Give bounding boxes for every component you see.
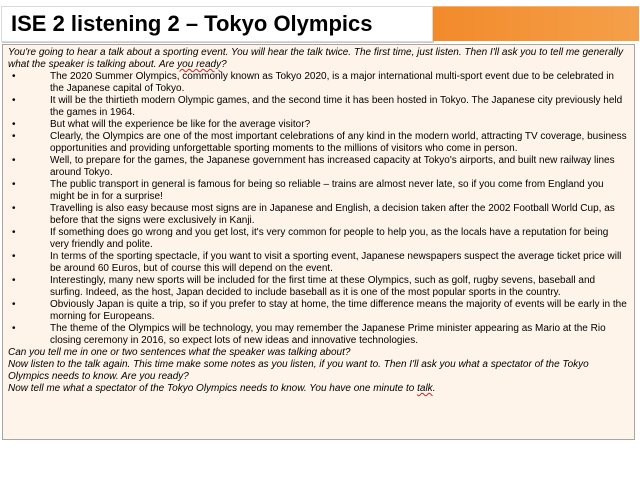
bullet-text: Obviously Japan is quite a trip, so if you prefer to stay at home, the time difference means the majority of events will be early in the morning for Europeans. bbox=[50, 299, 627, 322]
list-item bbox=[8, 131, 630, 155]
list-item bbox=[8, 203, 630, 227]
bullet-icon: • bbox=[12, 179, 16, 190]
bullet-text: Travelling is also easy because most signs are in Japanese and English, a decision taken after the 2002 Football World Cup, as before that the signs were exclusively in Kanji. bbox=[50, 203, 615, 226]
bullet-icon: • bbox=[12, 227, 16, 238]
bullet-text: But what will the experience be like for the average visitor? bbox=[50, 119, 311, 130]
bullet-text: It will be the thirtieth modern Olympic games, and the second time it has been hosted in Tokyo. The Japanese city previously held the games in 1964. bbox=[50, 95, 623, 118]
slide-header bbox=[0, 2, 640, 42]
bullet-icon: • bbox=[12, 203, 16, 214]
list-item bbox=[8, 227, 630, 251]
title-box bbox=[1, 6, 433, 42]
accent-bar bbox=[433, 6, 639, 41]
bullet-icon: • bbox=[12, 251, 16, 262]
list-item bbox=[8, 71, 630, 95]
bullet-icon: • bbox=[12, 299, 16, 310]
intro-text-end: ? bbox=[221, 59, 227, 70]
bullet-text: In terms of the sporting spectacle, if you want to visit a sporting event, Japanese newspapers suspect the average ticket price will be around 60 Euros, but of course this will depend on the event. bbox=[50, 251, 622, 274]
list-item bbox=[8, 299, 630, 323]
bullet-text: The 2020 Summer Olympics, commonly known as Tokyo 2020, is a major international multi-sport event due to be celebrated in the Japanese capital of Tokyo. bbox=[50, 71, 614, 94]
slide-title: ISE 2 listening 2 – Tokyo Olympics bbox=[11, 11, 373, 36]
list-item bbox=[8, 275, 630, 299]
bullet-list bbox=[8, 71, 630, 347]
bullet-icon: • bbox=[12, 71, 16, 82]
list-item bbox=[8, 251, 630, 275]
list-item bbox=[8, 95, 630, 119]
bullet-text: Clearly, the Olympics are one of the most important celebrations of any kind in the modern world, attracting TV coverage, business opportunities and providing unforgettable sporting moments to the millions of visitors who come in person. bbox=[50, 131, 627, 154]
slide-footer bbox=[0, 462, 640, 477]
bullet-icon: • bbox=[12, 131, 16, 142]
closing-question: Can you tell me in one or two sentences what the speaker was talking about? bbox=[8, 347, 351, 358]
intro-text: You're going to hear a talk about a sporting event. You will hear the talk twice. The first time, just listen. Then I'll ask you to tell me generally what the speaker is talking about. Are bbox=[8, 47, 624, 70]
closing-final-text: Now tell me what a spectator of the Tokyo Olympics needs to know. You have one minute to bbox=[8, 383, 418, 394]
bullet-text: If something does go wrong and you get lost, it's very common for people to help you, as the locals have a reputation for being very friendly and polite. bbox=[50, 227, 609, 250]
bullet-text: The public transport in general is famous for being so reliable – trains are almost never late, so if you come from England you might be in for a surprise! bbox=[50, 179, 604, 202]
bullet-text: The theme of the Olympics will be technology, you may remember the Japanese Prime minister appearing as Mario at the Rio closing ceremony in 2016, so expect lots of new ideas and innovative technologies. bbox=[50, 323, 606, 346]
bullet-text: Well, to prepare for the games, the Japanese government has increased capacity at Tokyo's airports, and built new railway lines around Tokyo. bbox=[50, 155, 615, 178]
intro-paragraph bbox=[8, 47, 630, 71]
list-item bbox=[8, 323, 630, 347]
list-item bbox=[8, 119, 630, 131]
intro-underlined: you ready bbox=[177, 59, 222, 70]
bullet-icon: • bbox=[12, 323, 16, 334]
list-item bbox=[8, 155, 630, 179]
bullet-icon: • bbox=[12, 95, 16, 106]
closing-instruction: Now listen to the talk again. This time make some notes as you listen, if you want to. Then I'll ask you what a spectator of the Tokyo Olympics needs to know. Are you ready? bbox=[8, 359, 589, 382]
closing-final-underlined: talk bbox=[417, 383, 433, 394]
bullet-icon: • bbox=[12, 155, 16, 166]
closing-final-end: . bbox=[432, 383, 436, 394]
content-box bbox=[2, 44, 635, 440]
list-item bbox=[8, 179, 630, 203]
closing-final bbox=[8, 383, 630, 395]
bullet-icon: • bbox=[12, 119, 16, 130]
bullet-text: Interestingly, many new sports will be included for the first time at these Olympics, such as golf, rugby sevens, baseball and surfing. Indeed, as the host, Japan decided to include baseball as it is one of the most popular sports in the country. bbox=[50, 275, 596, 298]
bullet-icon: • bbox=[12, 275, 16, 286]
